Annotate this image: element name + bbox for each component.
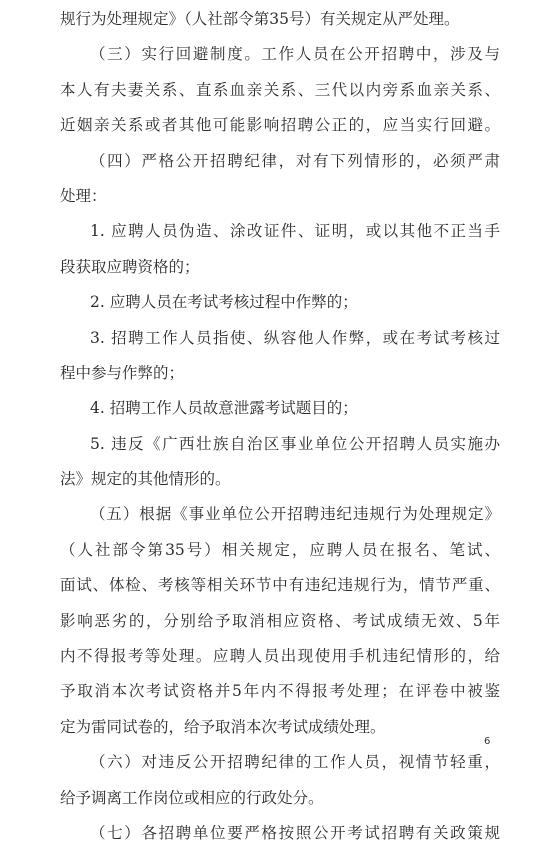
text-line: 给予调离工作岗位或相应的行政处分。 [60,788,324,807]
text-line: 本人有夫妻关系、直系血亲关系、三代以内旁系血亲关系、 [60,80,500,99]
text-line: 4. 招聘工作人员故意泄露考试题目的； [90,399,358,418]
text-line: 5. 违反《广西壮族自治区事业单位公开招聘人员实施办 [90,434,500,453]
text-line: 规行为处理规定》（人社部令第35号）有关规定从严处理。 [60,10,460,28]
text-line: 面试、体检、考核等相关环节中有违纪违规行为，情节严重、 [60,576,500,595]
text-line: 处理： [60,186,107,205]
text-line: 予取消本次考试资格并5年内不得报考处理；在评卷中被鉴 [60,682,500,701]
text-line: （七）各招聘单位要严格按照公开考试招聘有关政策规 [90,823,500,842]
text-line: 3. 招聘工作人员指使、纵容他人作弊，或在考试考核过 [90,328,500,347]
text-line: （六）对违反公开招聘纪律的工作人员，视情节轻重， [90,753,500,772]
text-line: 法》规定的其他情形的。 [60,470,231,489]
text-line: 内不得报考等处理。应聘人员出现使用手机违纪情形的，给 [60,647,500,666]
text-line: 段获取应聘资格的； [60,257,200,276]
document-body [60,2,500,851]
text-line: （人社部令第35号）相关规定，应聘人员在报名、笔试、 [60,540,500,559]
text-line: 程中参与作弊的； [60,363,185,382]
text-line: （五）根据《事业单位公开招聘违纪违规行为处理规定》 [90,505,500,524]
text-line: 近姻亲关系或者其他可能影响招聘公正的，应当实行回避。 [60,116,500,135]
text-line: （三）实行回避制度。工作人员在公开招聘中，涉及与 [90,45,500,64]
text-line: 2. 应聘人员在考试考核过程中作弊的； [90,293,358,312]
page-number: 6 [484,736,491,747]
text-line: （四）严格公开招聘纪律，对有下列情形的，必须严肃 [90,151,500,170]
text-line: 1. 应聘人员伪造、涂改证件、证明，或以其他不正当手 [90,222,500,241]
text-line: 定为雷同试卷的，给予取消本次考试成绩处理。 [60,717,386,736]
text-line: 影响恶劣的，分别给予取消相应资格、考试成绩无效、5年 [60,611,500,630]
